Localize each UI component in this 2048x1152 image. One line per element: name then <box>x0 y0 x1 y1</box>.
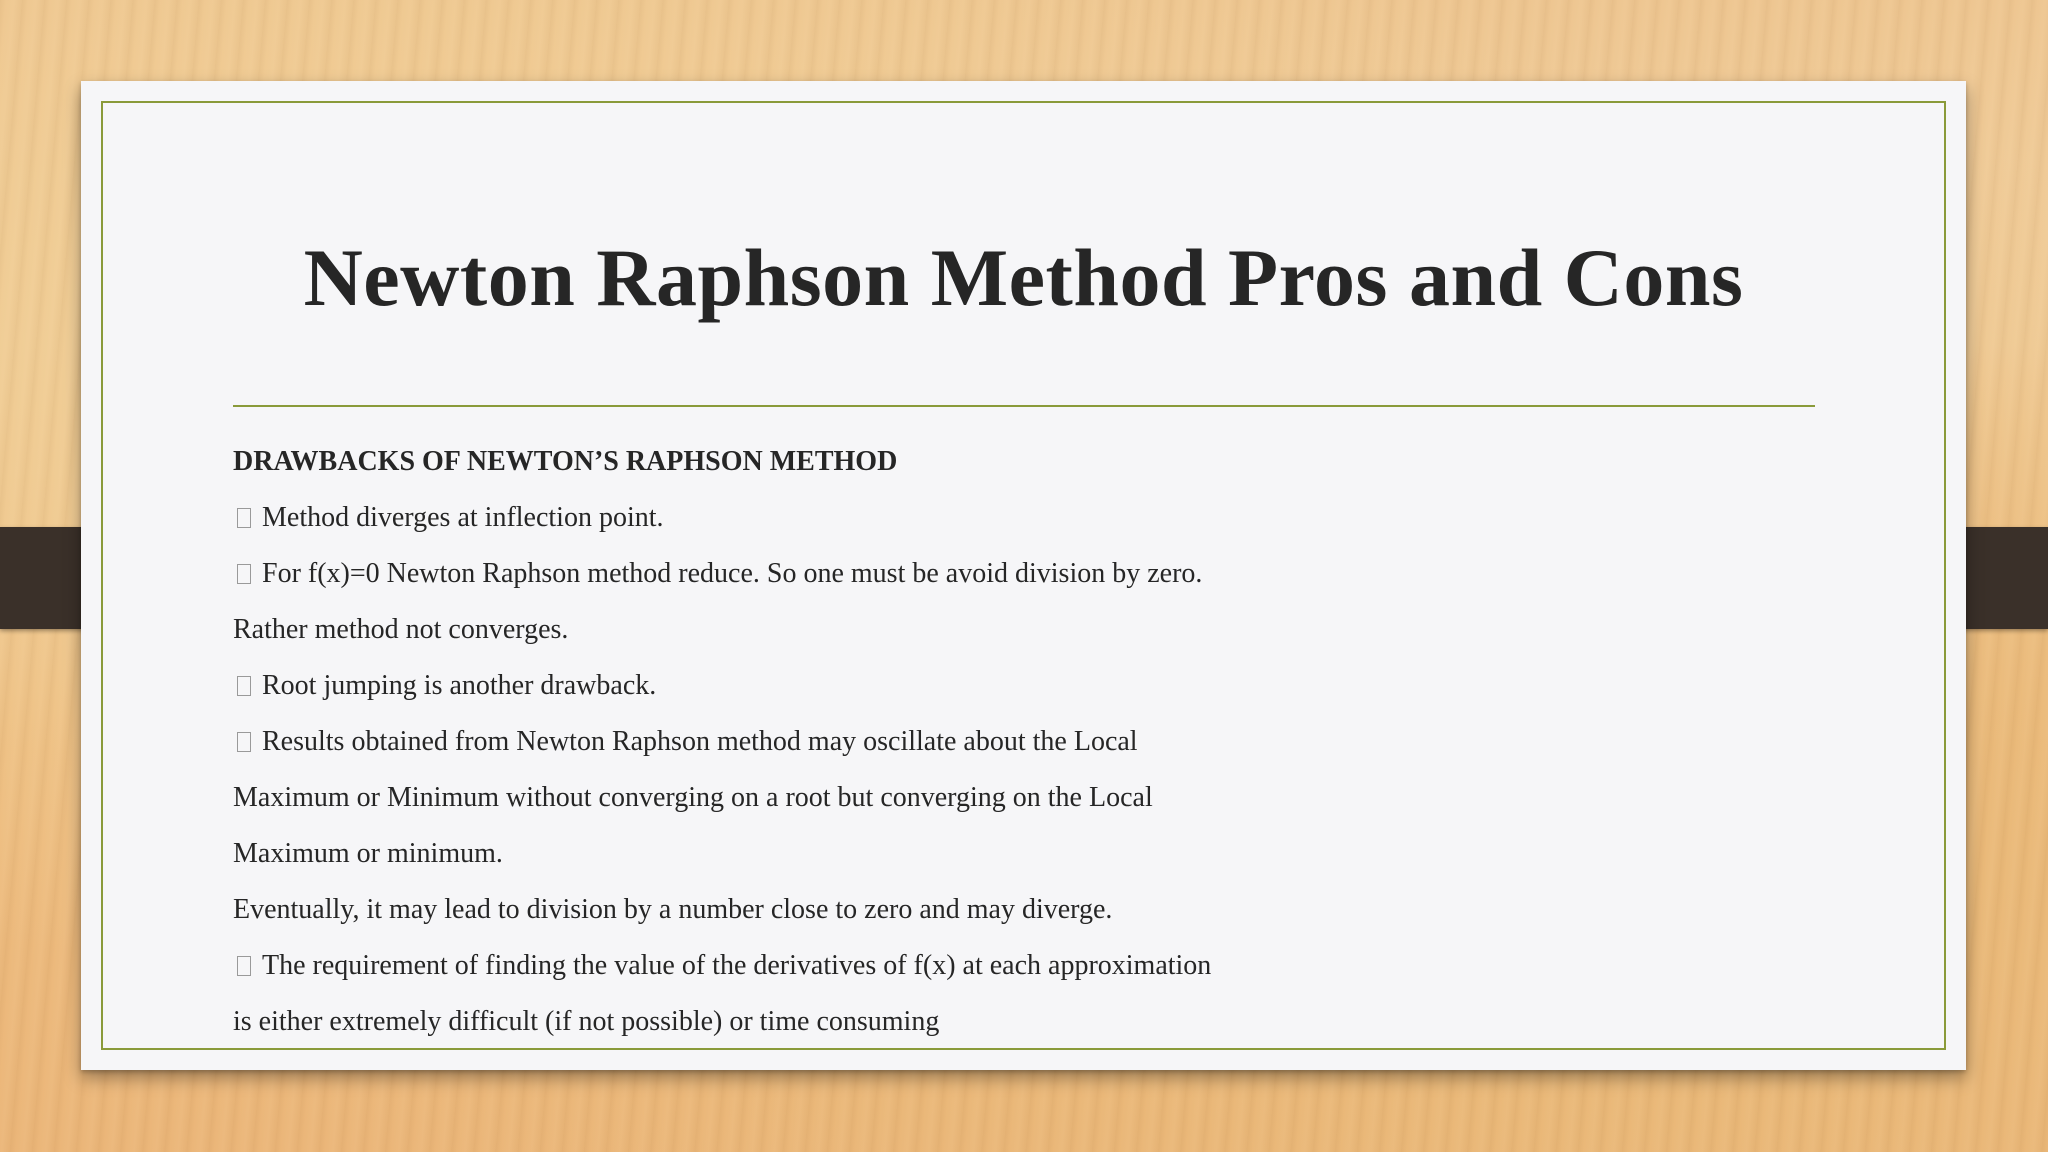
text-line-content: is either extremely difficult (if not possible) or time consuming <box>233 1006 940 1037</box>
text-line-content: Method diverges at inflection point. <box>262 502 664 533</box>
text-line-content: Eventually, it may lead to division by a number close to zero and may diverge. <box>233 894 1113 925</box>
bullet-placeholder-icon <box>237 956 251 976</box>
text-line-content: Maximum or minimum. <box>233 838 503 869</box>
text-line <box>233 938 1733 994</box>
text-line <box>233 490 1733 546</box>
text-line-content: Root jumping is another drawback. <box>262 670 657 701</box>
slide-title: Newton Raphson Method Pros and Cons <box>303 232 1744 323</box>
section-heading: DRAWBACKS OF NEWTON’S RAPHSON METHOD <box>233 446 898 477</box>
text-line <box>233 770 1733 826</box>
slide-body <box>233 434 1733 1050</box>
text-line <box>233 994 1733 1050</box>
text-line-content: Rather method not converges. <box>233 614 569 645</box>
bullet-placeholder-icon <box>237 676 251 696</box>
bullet-placeholder-icon <box>237 564 251 584</box>
title-divider <box>233 405 1815 407</box>
text-line <box>233 658 1733 714</box>
text-line-content: The requirement of finding the value of the derivatives of f(x) at each approximation <box>262 950 1212 981</box>
text-line <box>233 546 1733 602</box>
text-line <box>233 714 1733 770</box>
text-line-content: For f(x)=0 Newton Raphson method reduce. So one must be avoid division by zero. <box>262 558 1203 589</box>
bullet-placeholder-icon <box>237 508 251 528</box>
text-line-content: Results obtained from Newton Raphson method may oscillate about the Local <box>262 726 1138 757</box>
text-line <box>233 826 1733 882</box>
slide <box>81 81 1966 1070</box>
text-line <box>233 602 1733 658</box>
bullet-placeholder-icon <box>237 732 251 752</box>
text-line <box>233 882 1733 938</box>
text-line-content: Maximum or Minimum without converging on a root but converging on the Local <box>233 782 1153 813</box>
